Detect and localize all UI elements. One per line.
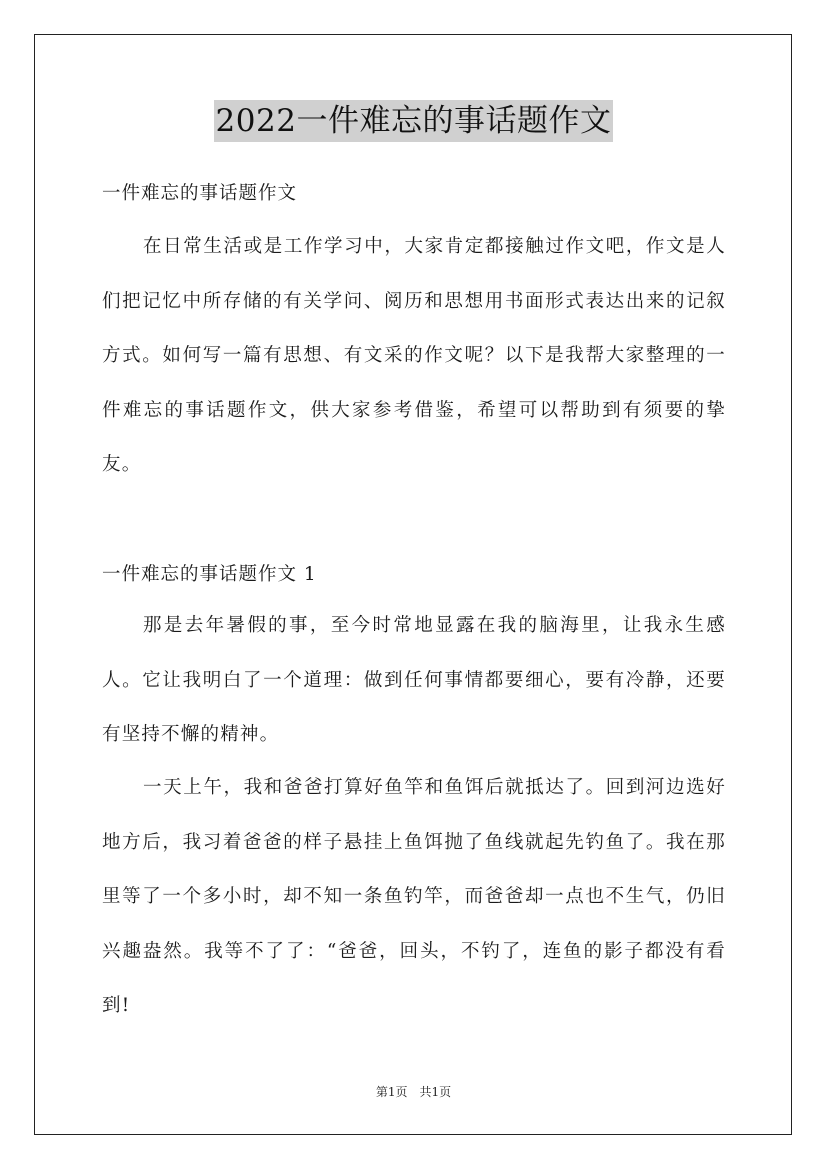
essay-paragraph-1: 那是去年暑假的事，至今时常地显露在我的脑海里，让我永生感人。它让我明白了一个道理：做到任何事情都要细心，要有冷静，还要有坚持不懈的精神。 <box>102 615 726 745</box>
section-heading-essay-1: 一件难忘的事话题作文 1 <box>102 564 317 585</box>
intro-paragraph: 在日常生活或是工作学习中，大家肯定都接触过作文吧，作文是人们把记忆中所存储的有关学问、阅历和思想用书面形式表达出来的记叙方式。如何写一篇有思想、有文采的作文呢？以下是我帮大家整理的一件难忘的事话题作文，供大家参考借鉴，希望可以帮助到有须要的挚友。 <box>102 236 726 475</box>
section-heading-intro: 一件难忘的事话题作文 <box>102 183 298 204</box>
page-footer: 第1页 共1页 <box>375 1085 452 1099</box>
title-container <box>0 100 827 142</box>
essay-paragraph-2: 一天上午，我和爸爸打算好鱼竿和鱼饵后就抵达了。回到河边选好地方后，我习着爸爸的样子悬挂上鱼饵抛了鱼线就起先钓鱼了。我在那里等了一个多小时，却不知一条鱼钓竿，而爸爸却一点也不生气，仍旧兴趣盎然。我等不了了：“爸爸，回头，不钓了，连鱼的影子都没有看到! <box>102 777 726 1016</box>
document-title: 2022一件难忘的事话题作文 <box>214 100 614 142</box>
